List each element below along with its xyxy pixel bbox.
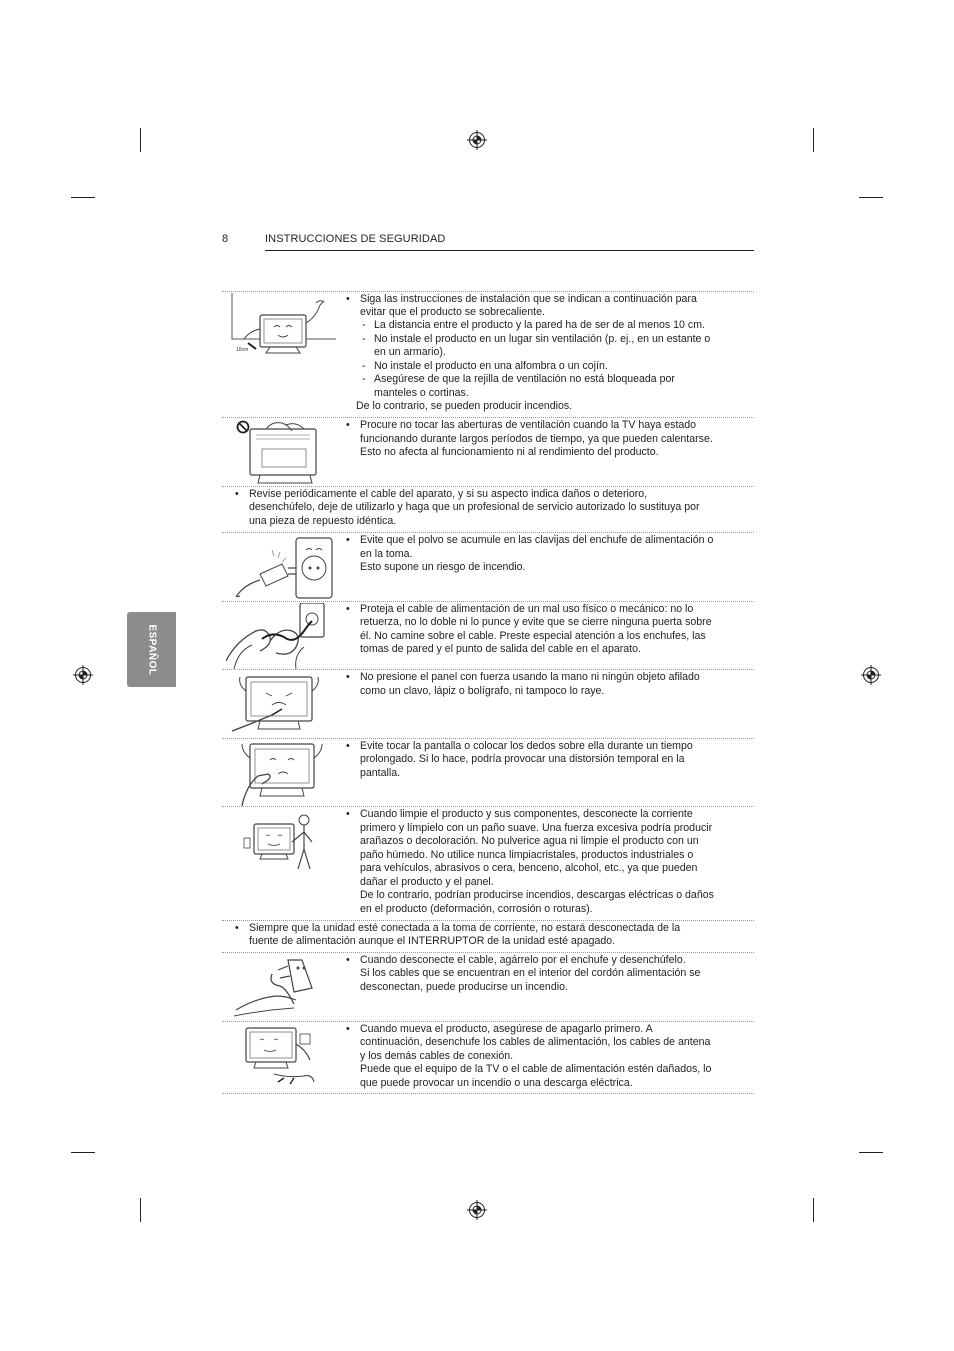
separator — [222, 1021, 754, 1022]
s1-sub-4a: Asegúrese de que la rejilla de ventilación no está bloqueada por — [374, 373, 675, 385]
crop-mark — [71, 197, 95, 198]
s1-intro-1: Siga las instrucciones de instalación que se indican a continuación para — [360, 293, 697, 305]
bullet: • — [346, 1023, 350, 1035]
s5-line-2: retuerza, no lo doble ni lo punce y evite que se cierre ninguna puerta sobre — [360, 616, 712, 628]
s7-line-2: prolongado. Si lo hace, podría provocar una distorsión temporal en la — [360, 753, 685, 765]
s8-line-3: arañazos o decoloración. No pulverice agua ni limpie el producto con un — [360, 835, 699, 847]
crop-mark — [813, 1198, 814, 1222]
no-touch-ventilation-icon — [236, 419, 322, 485]
s10-line-3: desconectan, puede producirse un incendio. — [360, 981, 568, 993]
bullet: • — [346, 671, 350, 683]
s11-line-1: Cuando mueva el producto, asegúrese de apagarlo primero. A — [360, 1023, 653, 1035]
twisted-cable-illustration — [226, 603, 336, 669]
registration-crosshair-icon — [467, 1200, 487, 1220]
s10-line-1: Cuando desconecte el cable, agárrelo por el enchufe y desenchúfelo. — [360, 954, 686, 966]
s1-sub-4b: manteles o cortinas. — [374, 387, 469, 399]
bullet: • — [346, 293, 350, 305]
s7-line-3: pantalla. — [360, 767, 401, 779]
separator — [222, 486, 754, 487]
dash: - — [362, 360, 366, 372]
language-tab-label: ESPAÑOL — [146, 623, 157, 676]
bullet: • — [346, 419, 350, 431]
s8-line-1: Cuando limpie el producto y sus componentes, desconecte la corriente — [360, 808, 693, 820]
pulling-plug-illustration — [232, 954, 328, 1020]
separator — [222, 952, 754, 953]
crop-mark — [813, 128, 814, 152]
s1-sub-2a: No instale el producto en un lugar sin ventilación (p. ej., en un estante o — [374, 333, 711, 345]
bullet: • — [346, 954, 350, 966]
s11-line-4: Puede que el equipo de la TV o el cable de alimentación estén dañados, lo — [360, 1063, 712, 1075]
s9-line-1: Siempre que la unidad esté conectada a la toma de corriente, no estará desconectada de la — [249, 922, 681, 934]
s5-line-3: él. No camine sobre el cable. Preste especial atención a los enchufes, las — [360, 630, 706, 642]
separator — [222, 1093, 754, 1094]
bullet: • — [346, 534, 350, 546]
crop-mark — [71, 1152, 95, 1153]
s6-line-1: No presione el panel con fuerza usando la mano ni ningún objeto afilado — [360, 671, 700, 683]
bullet: • — [346, 808, 350, 820]
s1-intro-2: evitar que el producto se sobrecaliente. — [360, 306, 545, 318]
s8-line-7: De lo contrario, podrían producirse incendios, descargas eléctricas o daños — [360, 889, 714, 901]
separator — [222, 738, 754, 739]
separator — [222, 806, 754, 807]
language-tab — [127, 612, 176, 687]
crop-mark — [140, 128, 141, 152]
crop-mark — [859, 1152, 883, 1153]
s10-line-2: Si los cables que se encuentran en el interior del cordón alimentación se — [360, 967, 701, 979]
s3-line-1: Revise periódicamente el cable del aparato, y si su aspecto indica daños o deterioro, — [249, 488, 648, 500]
s3-line-3: una pieza de repuesto idéntica. — [249, 515, 397, 527]
dusty-plug-illustration — [230, 534, 340, 600]
bullet: • — [346, 740, 350, 752]
s8-line-6: dañar el producto y el panel. — [360, 876, 494, 888]
s8-line-8: en el producto (deformación, corrosión o roturas). — [360, 903, 593, 915]
s4-line-1: Evite que el polvo se acumule en las clavijas del enchufe de alimentación o — [360, 534, 714, 546]
pressing-panel-illustration — [228, 671, 328, 737]
crop-mark — [859, 197, 883, 198]
page-number: 8 — [222, 233, 229, 245]
s6-line-2: como un clavo, lápiz o bolígrafo, ni tampoco lo raye. — [360, 685, 605, 697]
separator — [222, 417, 754, 418]
s1-outro: De lo contrario, se pueden producir incendios. — [356, 400, 573, 412]
registration-crosshair-icon — [861, 665, 881, 685]
crop-mark — [140, 1198, 141, 1222]
s5-line-1: Proteja el cable de alimentación de un mal uso físico o mecánico: no lo — [360, 603, 694, 615]
s9-line-2: fuente de alimentación aunque el INTERRUPTOR de la unidad esté apagado. — [249, 935, 616, 947]
separator — [222, 601, 754, 602]
registration-crosshair-icon — [73, 665, 93, 685]
separator — [222, 291, 754, 292]
page-title: INSTRUCCIONES DE SEGURIDAD — [265, 233, 446, 245]
s11-line-3: y los demás cables de conexión. — [360, 1050, 514, 1062]
separator — [222, 532, 754, 533]
touching-screen-illustration — [228, 740, 328, 806]
bullet: • — [235, 488, 239, 500]
separator — [222, 669, 754, 670]
separator — [222, 920, 754, 921]
s11-line-5: que puede provocar un incendio o una descarga eléctrica. — [360, 1077, 633, 1089]
tv-wall-distance-illustration — [226, 293, 336, 358]
dash: - — [362, 333, 366, 345]
cleaning-tv-illustration — [238, 812, 318, 874]
s8-line-4: paño húmedo. No utilice nunca limpiacristales, productos industriales o — [360, 849, 694, 861]
s1-sub-1: La distancia entre el producto y la pared ha de ser de al menos 10 cm. — [374, 319, 705, 331]
registration-crosshair-icon — [467, 130, 487, 150]
s11-line-2: continuación, desenchufe los cables de alimentación, los cables de antena — [360, 1036, 711, 1048]
s8-line-5: para vehículos, abrasivos o cera, benceno, alcohol, etc., ya que pueden — [360, 862, 698, 874]
header-rule — [265, 250, 754, 251]
dash: - — [362, 319, 366, 331]
distance-label: 10cm — [236, 347, 249, 353]
s2-line-3: Esto no afecta al funcionamiento ni al rendimiento del producto. — [360, 446, 659, 458]
s8-line-2: primero y límpielo con un paño suave. Una fuerza excesiva podría producir — [360, 822, 713, 834]
s4-line-2: en la toma. — [360, 548, 413, 560]
s5-line-4: tomas de pared y el punto de salida del cable en el aparato. — [360, 643, 641, 655]
s4-line-3: Esto supone un riesgo de incendio. — [360, 561, 526, 573]
s7-line-1: Evite tocar la pantalla o colocar los dedos sobre ella durante un tiempo — [360, 740, 693, 752]
s1-sub-2b: en un armario). — [374, 346, 446, 358]
s1-sub-3: No instale el producto en una alfombra o un cojín. — [374, 360, 608, 372]
bullet: • — [235, 922, 239, 934]
s2-line-2: funcionando durante largos períodos de tiempo, ya que pueden calentarse. — [360, 433, 713, 445]
s3-line-2: desenchúfelo, deje de utilizarlo y haga que un profesional de servicio autorizado lo sustituya por — [249, 501, 700, 513]
s2-line-1: Procure no tocar las aberturas de ventilación cuando la TV haya estado — [360, 419, 697, 431]
dash: - — [362, 373, 366, 385]
moving-tv-illustration — [238, 1024, 322, 1088]
bullet: • — [346, 603, 350, 615]
